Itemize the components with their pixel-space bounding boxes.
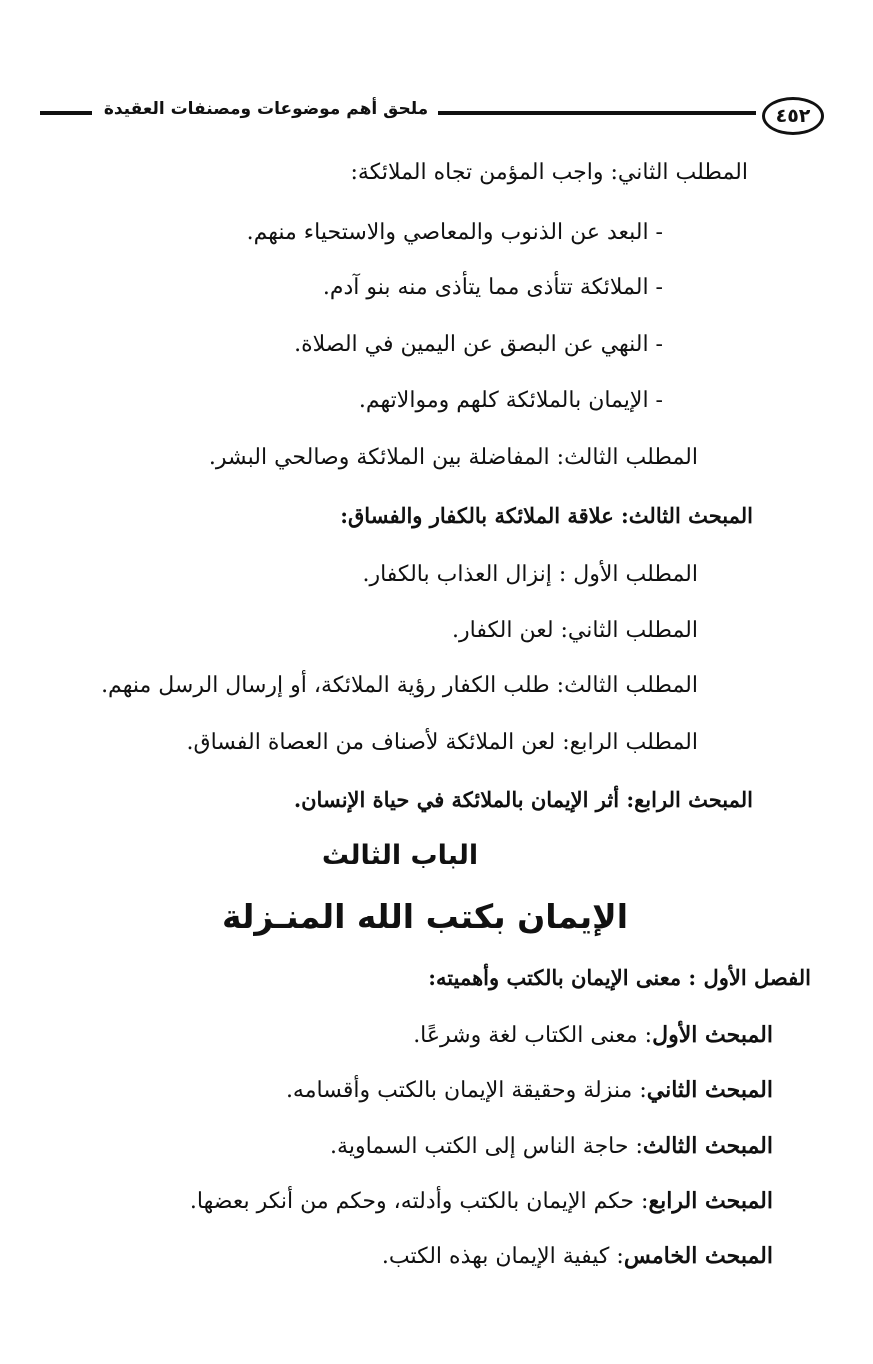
section-text: : منزلة وحقيقة الإيمان بالكتب وأقسامه. <box>285 1078 647 1103</box>
section-text: : حكم الإيمان بالكتب وأدلته، وحكم من أنكر بعضها. <box>189 1189 649 1214</box>
section-label: المبحث الرابع <box>648 1188 773 1214</box>
section-entry <box>286 1077 773 1103</box>
text-line: المطلب الثاني: لعن الكفار. <box>452 618 698 643</box>
page-number: ٤٥٢ <box>762 97 824 135</box>
header-rule-middle <box>438 111 756 115</box>
section-heading: المبحث الثالث: علاقة الملائكة بالكفار والفساق: <box>340 503 753 528</box>
section-entry <box>413 1022 773 1048</box>
page-header <box>40 95 825 139</box>
bullet-line: - البعد عن الذنوب والمعاصي والاستحياء منهم. <box>246 220 663 245</box>
section-label: المبحث الثالث <box>642 1133 773 1159</box>
text-line: المطلب الثالث: طلب الكفار رؤية الملائكة، أو إرسال الرسل منهم. <box>101 673 698 698</box>
bullet-line: - الملائكة تتأذى مما يتأذى منه بنو آدم. <box>322 275 663 300</box>
text-line: المطلب الرابع: لعن الملائكة لأصناف من العصاة الفساق. <box>186 730 698 755</box>
header-rule-left <box>40 111 92 115</box>
section-entry <box>382 1243 773 1269</box>
section-text: : حاجة الناس إلى الكتب السماوية. <box>330 1134 643 1159</box>
section-heading: المبحث الرابع: أثر الإيمان بالملائكة في حياة الإنسان. <box>293 787 753 812</box>
running-title: ملحق أهم موضوعات ومصنفات العقيدة <box>103 99 429 119</box>
section-label: المبحث الثاني <box>646 1077 773 1103</box>
section-label: المبحث الخامس <box>623 1243 773 1269</box>
section-entry <box>330 1133 773 1159</box>
part-title: الباب الثالث <box>321 840 479 871</box>
bullet-line: - الإيمان بالملائكة كلهم وموالاتهم. <box>358 388 663 413</box>
text-line: المطلب الثالث: المفاضلة بين الملائكة وصالحي البشر. <box>208 445 698 470</box>
text-line: المطلب الثاني: واجب المؤمن تجاه الملائكة: <box>350 160 748 185</box>
bullet-line: - النهي عن البصق عن اليمين في الصلاة. <box>294 332 663 357</box>
section-text: : معنى الكتاب لغة وشرعًا. <box>413 1023 653 1048</box>
section-entry <box>190 1188 773 1214</box>
section-label: المبحث الأول <box>652 1022 773 1048</box>
text-line: المطلب الأول : إنزال العذاب بالكفار. <box>362 562 698 587</box>
chapter-heading: الفصل الأول : معنى الإيمان بالكتب وأهميته: <box>428 965 811 990</box>
part-subtitle: الإيمان بكتب الله المنـزلة <box>221 897 629 936</box>
section-text: : كيفية الإيمان بهذه الكتب. <box>381 1244 624 1269</box>
